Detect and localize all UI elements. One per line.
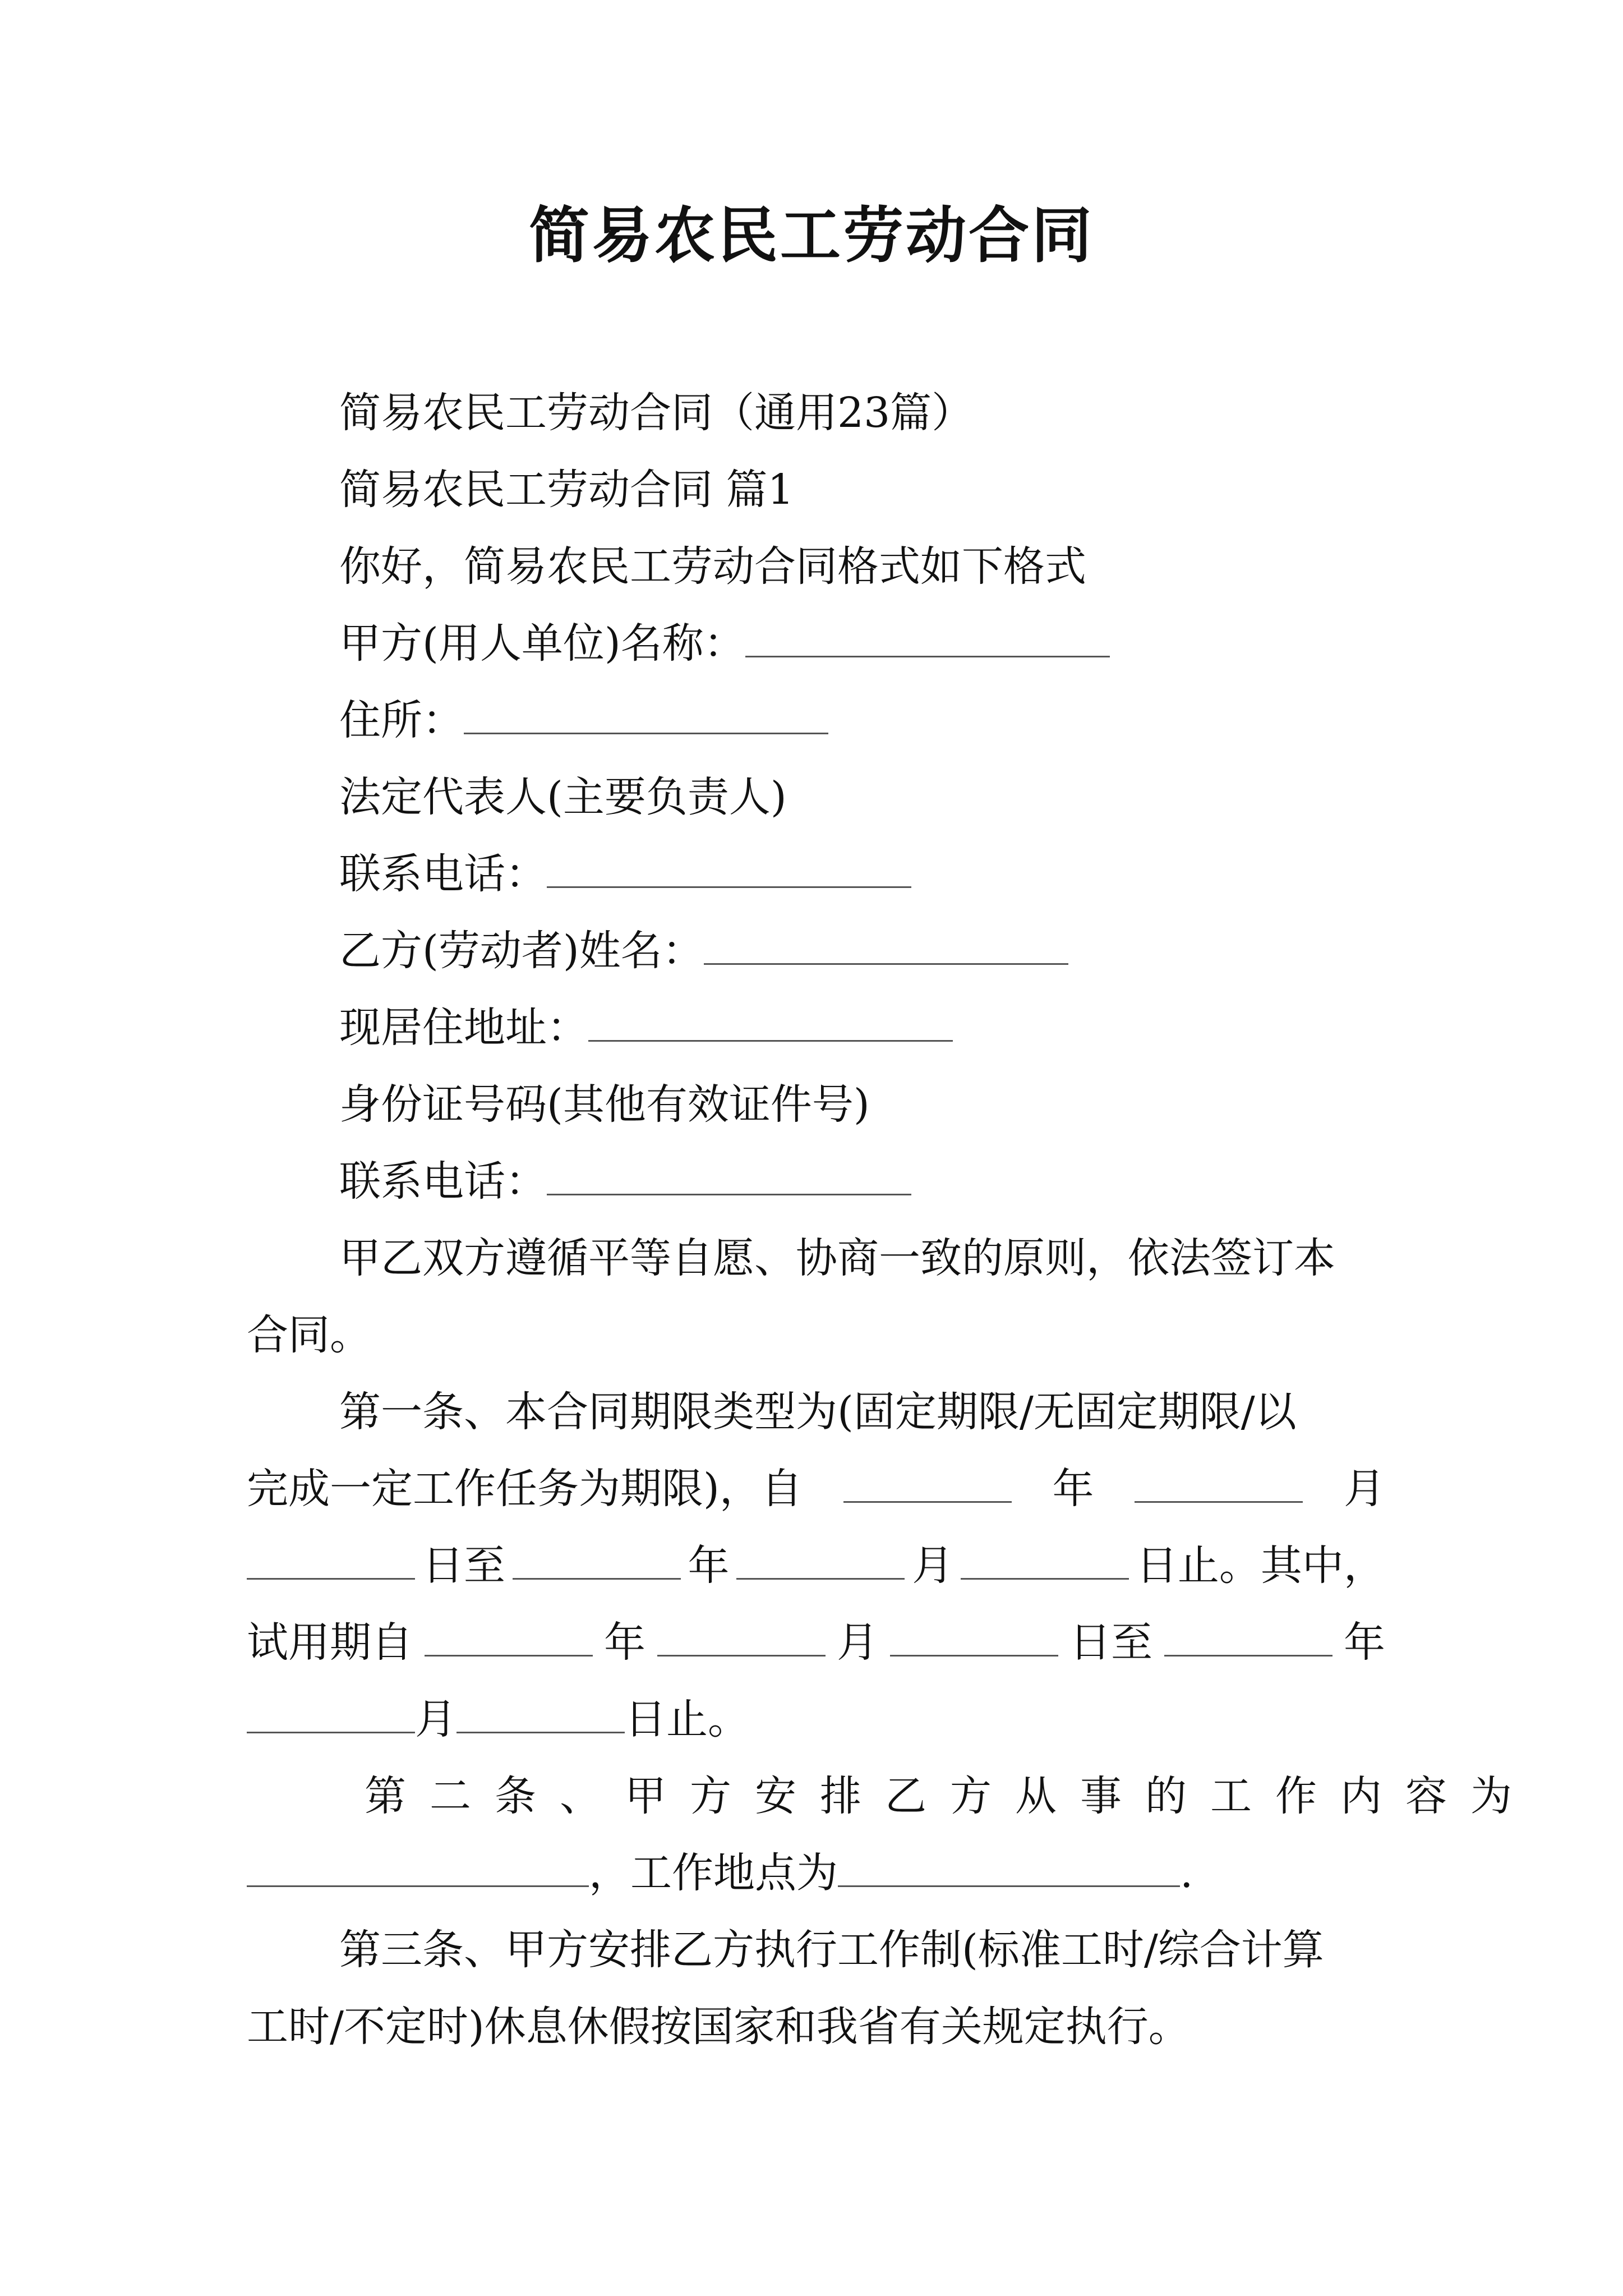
probation-start-month-label: 月 [837,1618,878,1667]
article-1-line-2 [247,1461,1385,1517]
probation-start-month-blank [657,1619,826,1657]
document-subtitle: 简易农民工劳动合同（通用23篇） [339,389,974,437]
probation-end-month-blank [247,1696,415,1733]
probation-start-year-label: 年 [604,1618,645,1667]
party-b-name-blank [704,927,1068,965]
work-place-label: ，工作地点为 [589,1849,838,1897]
start-day-blank [247,1542,415,1580]
residence-blank [588,1004,953,1042]
probation-end-year-label: 年 [1344,1618,1385,1667]
article-2-period: . [1180,1849,1193,1897]
party-a-name-label: 甲方(用人单位)名称： [339,619,745,668]
end-year-blank [513,1542,681,1580]
end-day-label: 日止。其中， [1136,1542,1385,1590]
party-b-name-label: 乙方(劳动者)姓名： [339,927,704,975]
legal-rep-line: 法定代表人(主要负责人) [339,773,787,821]
party-b-phone-label: 联系电话： [339,1157,547,1205]
probation-end-year-blank [1164,1619,1332,1657]
article-1-line-5 [247,1691,749,1747]
probation-start-day-label: 日至 [1069,1618,1152,1667]
address-field [339,692,828,748]
probation-label: 试用期自 [247,1618,413,1667]
start-month-label: 月 [1344,1465,1385,1513]
party-a-phone-field [339,846,911,902]
party-b-phone-field [339,1153,911,1209]
party-a-name-blank [745,620,1110,657]
party-a-name-field [339,615,1110,671]
article-2-line-1 [365,1768,1536,1824]
end-day-blank [961,1542,1129,1580]
article-2-line-2 [247,1845,1193,1901]
start-year-label: 年 [1052,1465,1094,1513]
party-a-phone-blank [547,850,911,888]
work-content-blank [247,1849,589,1887]
article-2-text: 第二条、甲方安排乙方从事的工作内容为 [365,1772,1536,1820]
end-month-label: 月 [912,1542,954,1590]
article-1-line-4 [247,1614,1385,1671]
start-year-blank [843,1465,1012,1503]
party-a-phone-label: 联系电话： [339,850,547,898]
principle-line-1: 甲乙双方遵循平等自愿、协商一致的原则，依法签订本 [339,1234,1335,1282]
probation-start-day-blank [890,1619,1058,1657]
section-heading: 简易农民工劳动合同 篇1 [339,466,794,514]
probation-end-day-label: 日止。 [625,1695,749,1743]
article-1-line-3 [247,1538,1385,1594]
article-1-term-text: 完成一定工作任务为期限)，自 [247,1465,803,1513]
article-1-line-1: 第一条、本合同期限类型为(固定期限/无固定期限/以 [339,1388,1297,1436]
article-3-line-1: 第三条、甲方安排乙方执行工作制(标准工时/综合计算 [339,1926,1324,1974]
work-place-blank [838,1849,1180,1887]
residence-field [339,1000,953,1056]
address-blank [464,697,828,734]
address-label: 住所： [339,696,464,744]
greeting-line: 你好，简易农民工劳动合同格式如下格式 [339,542,1086,591]
id-number-line: 身份证号码(其他有效证件号) [339,1080,870,1129]
probation-end-month-label: 月 [415,1695,457,1743]
residence-label: 现居住地址： [339,1004,588,1052]
party-b-name-field [339,923,1068,979]
start-day-label: 日至 [422,1542,505,1590]
probation-end-day-blank [457,1696,625,1733]
end-month-blank [736,1542,905,1580]
document-title: 简易农民工劳动合同 [528,200,1094,271]
end-year-label: 年 [688,1542,730,1590]
article-3-line-2: 工时/不定时)休息休假按国家和我省有关规定执行。 [247,2003,1190,2051]
principle-line-2: 合同。 [247,1311,371,1359]
probation-start-year-blank [425,1619,593,1657]
party-b-phone-blank [547,1158,911,1195]
start-month-blank [1135,1465,1303,1503]
